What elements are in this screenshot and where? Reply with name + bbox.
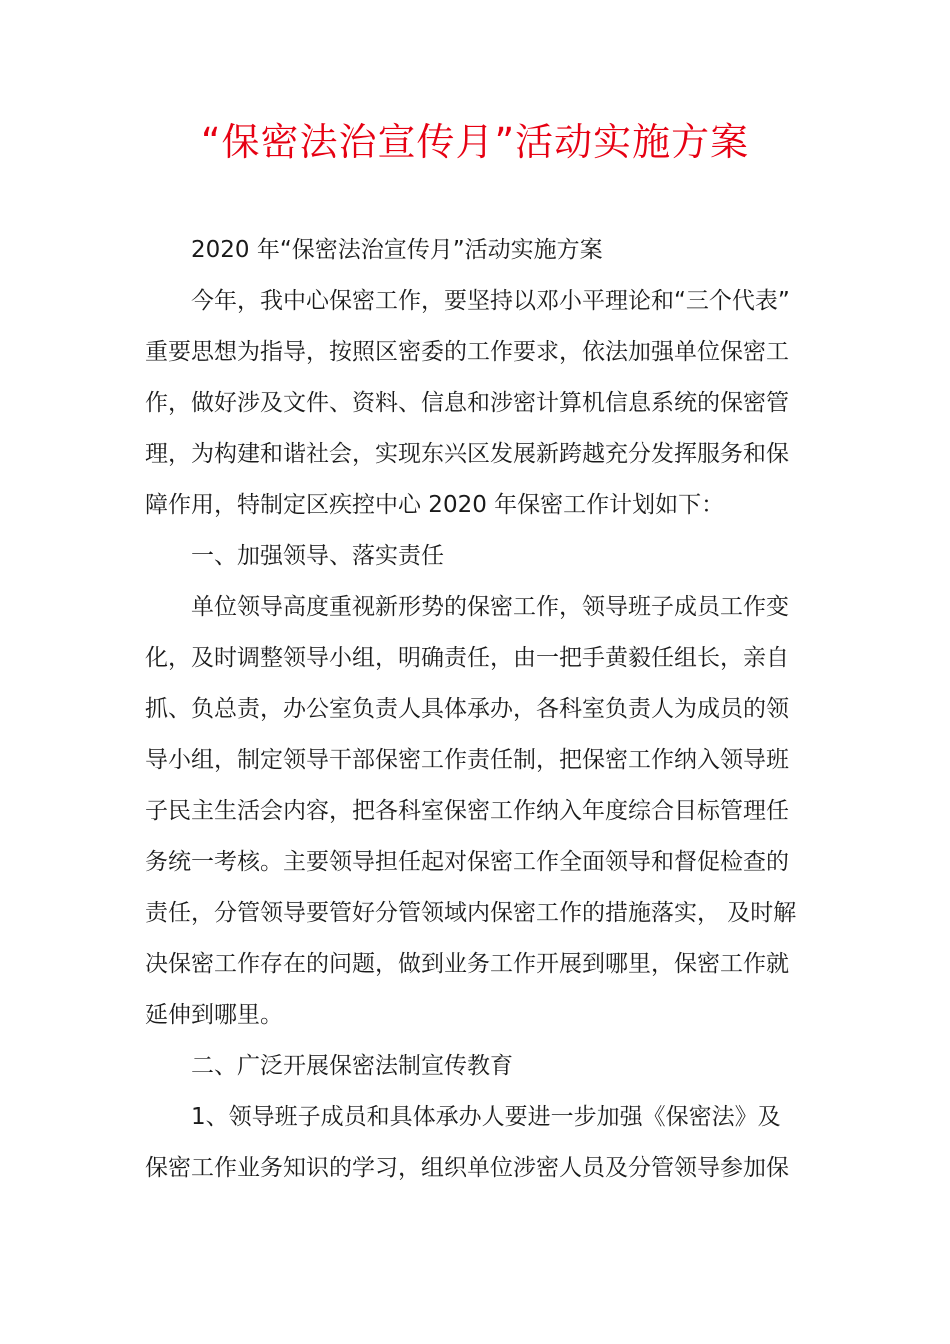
paragraph-line: 务统一考核。主要领导担任起对保密工作全面领导和督促检查的 xyxy=(145,849,789,875)
subtitle-line: 2020 年“保密法治宣传月”活动实施方案 xyxy=(191,237,603,263)
paragraph-line: 理，为构建和谐社会，实现东兴区发展新跨越充分发挥服务和保 xyxy=(145,441,789,467)
paragraph-line: 单位领导高度重视新形势的保密工作，领导班子成员工作变 xyxy=(191,594,789,620)
document-title: “保密法治宣传月”活动实施方案 xyxy=(200,120,750,164)
paragraph-line: 子民主生活会内容，把各科室保密工作纳入年度综合目标管理任 xyxy=(145,798,789,824)
section-heading: 一、加强领导、落实责任 xyxy=(191,543,444,569)
paragraph-line: 延伸到哪里。 xyxy=(145,1002,283,1028)
paragraph-line: 重要思想为指导，按照区密委的工作要求，依法加强单位保密工 xyxy=(145,339,789,365)
paragraph-line: 今年，我中心保密工作，要坚持以邓小平理论和“三个代表” xyxy=(191,288,790,314)
paragraph-line: 决保密工作存在的问题，做到业务工作开展到哪里，保密工作就 xyxy=(145,951,789,977)
paragraph-line: 障作用，特制定区疾控中心 2020 年保密工作计划如下： xyxy=(145,492,725,518)
document-body xyxy=(145,225,810,1194)
section-heading: 二、广泛开展保密法制宣传教育 xyxy=(191,1053,513,1079)
paragraph-line: 保密工作业务知识的学习，组织单位涉密人员及分管领导参加保 xyxy=(145,1155,789,1181)
paragraph-line: 作，做好涉及文件、资料、信息和涉密计算机信息系统的保密管 xyxy=(145,390,789,416)
paragraph-line: 导小组，制定领导干部保密工作责任制，把保密工作纳入领导班 xyxy=(145,747,789,773)
paragraph-line: 责任，分管领导要管好分管领域内保密工作的措施落实， 及时解 xyxy=(145,900,797,926)
paragraph-line: 1、领导班子成员和具体承办人要进一步加强《保密法》及 xyxy=(191,1104,781,1130)
paragraph-line: 抓、负总责，办公室负责人具体承办，各科室负责人为成员的领 xyxy=(145,696,789,722)
paragraph-line: 化，及时调整领导小组，明确责任，由一把手黄毅任组长，亲自 xyxy=(145,645,789,671)
